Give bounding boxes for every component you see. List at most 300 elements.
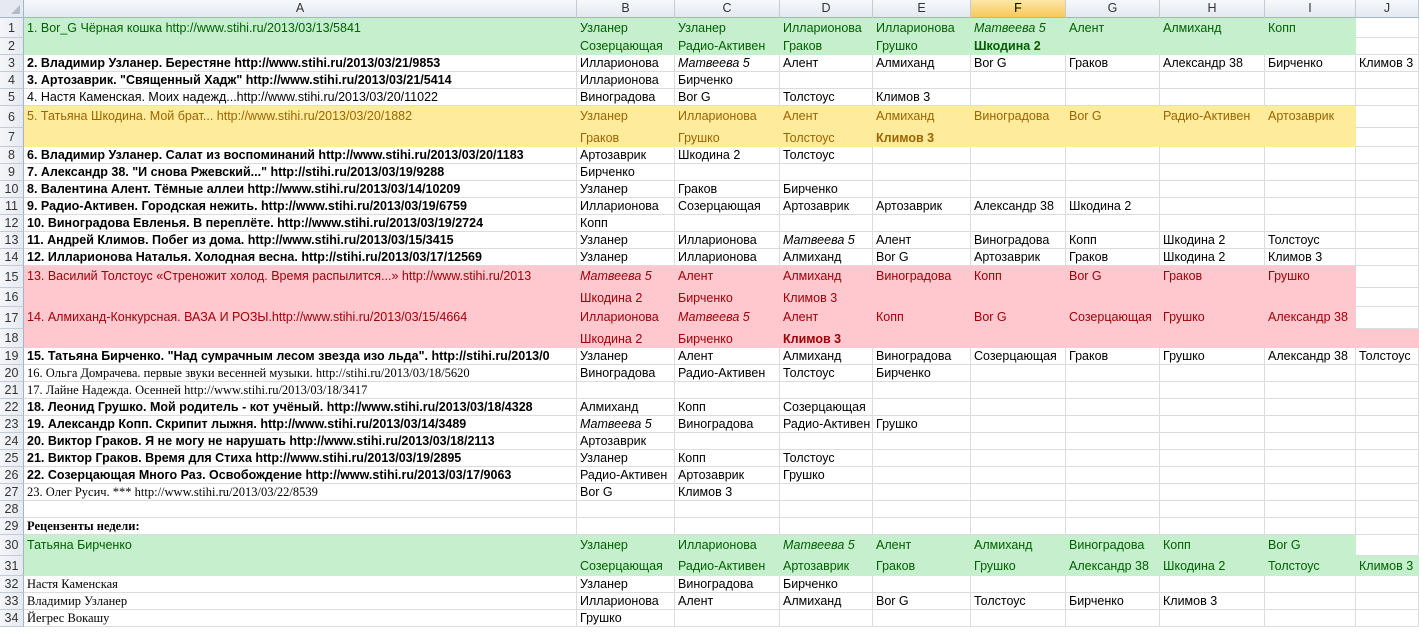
cell-b28[interactable]	[577, 501, 675, 518]
cell-c16[interactable]	[675, 288, 780, 307]
cell-j4[interactable]	[1356, 72, 1419, 89]
cell-f24[interactable]	[971, 433, 1066, 450]
cell-g12[interactable]	[1066, 215, 1160, 232]
cell-j19[interactable]	[1356, 348, 1419, 365]
cell-c20[interactable]	[675, 365, 780, 382]
row-header-3[interactable]: 3	[0, 55, 24, 72]
cell-j32[interactable]	[1356, 576, 1419, 593]
cell-i17[interactable]	[1265, 307, 1356, 329]
cell-e10[interactable]	[873, 181, 971, 198]
cell-b25[interactable]	[577, 450, 675, 467]
cell-h28[interactable]	[1160, 501, 1265, 518]
cell-b12[interactable]	[577, 215, 675, 232]
cell-g25[interactable]	[1066, 450, 1160, 467]
row-header-11[interactable]: 11	[0, 198, 24, 215]
cell-f6[interactable]	[971, 106, 1066, 128]
row-header-26[interactable]: 26	[0, 467, 24, 484]
row-header-16[interactable]: 16	[0, 288, 24, 307]
cell-g31[interactable]	[1066, 556, 1160, 576]
cell-h23[interactable]	[1160, 416, 1265, 433]
cell-g32[interactable]	[1066, 576, 1160, 593]
cell-e13[interactable]	[873, 232, 971, 249]
cell-b10[interactable]	[577, 181, 675, 198]
cell-e23[interactable]	[873, 416, 971, 433]
cell-i2[interactable]	[1265, 38, 1356, 55]
cell-c13[interactable]	[675, 232, 780, 249]
cell-c33[interactable]	[675, 593, 780, 610]
cell-i10[interactable]	[1265, 181, 1356, 198]
cell-f3[interactable]	[971, 55, 1066, 72]
cell-a24[interactable]	[24, 433, 577, 450]
cell-e25[interactable]	[873, 450, 971, 467]
cell-e28[interactable]	[873, 501, 971, 518]
cell-e1[interactable]	[873, 18, 971, 38]
cell-j13[interactable]	[1356, 232, 1419, 249]
cell-h3[interactable]	[1160, 55, 1265, 72]
select-all-corner[interactable]	[0, 0, 24, 18]
cell-e18[interactable]	[873, 329, 971, 348]
cell-c21[interactable]	[675, 382, 780, 399]
cell-b7[interactable]	[577, 128, 675, 147]
cell-f9[interactable]	[971, 164, 1066, 181]
cell-c3[interactable]	[675, 55, 780, 72]
cell-a21[interactable]	[24, 382, 577, 399]
cell-h26[interactable]	[1160, 467, 1265, 484]
cell-b19[interactable]	[577, 348, 675, 365]
cell-j7[interactable]	[1356, 128, 1419, 147]
cell-d27[interactable]	[780, 484, 873, 501]
cell-e21[interactable]	[873, 382, 971, 399]
cell-b32[interactable]	[577, 576, 675, 593]
cell-a11[interactable]	[24, 198, 577, 215]
cell-a1[interactable]	[24, 18, 577, 38]
cell-i16[interactable]	[1265, 288, 1356, 307]
cell-j8[interactable]	[1356, 147, 1419, 164]
cell-a4[interactable]	[24, 72, 577, 89]
cell-i27[interactable]	[1265, 484, 1356, 501]
cell-d13[interactable]	[780, 232, 873, 249]
cell-a27[interactable]	[24, 484, 577, 501]
cell-g2[interactable]	[1066, 38, 1160, 55]
cell-a15[interactable]	[24, 266, 577, 288]
cell-e8[interactable]	[873, 147, 971, 164]
cell-i29[interactable]	[1265, 518, 1356, 535]
cell-c19[interactable]	[675, 348, 780, 365]
cell-f26[interactable]	[971, 467, 1066, 484]
cell-i1[interactable]	[1265, 18, 1356, 38]
row-header-9[interactable]: 9	[0, 164, 24, 181]
row-header-10[interactable]: 10	[0, 181, 24, 198]
cell-i28[interactable]	[1265, 501, 1356, 518]
cell-a2[interactable]	[24, 38, 577, 55]
cell-h20[interactable]	[1160, 365, 1265, 382]
cell-f5[interactable]	[971, 89, 1066, 106]
cell-g19[interactable]	[1066, 348, 1160, 365]
cell-h31[interactable]	[1160, 556, 1265, 576]
cell-j15[interactable]	[1356, 266, 1419, 288]
cell-h8[interactable]	[1160, 147, 1265, 164]
column-header-j[interactable]: J	[1356, 0, 1419, 18]
cell-j12[interactable]	[1356, 215, 1419, 232]
cell-c28[interactable]	[675, 501, 780, 518]
cell-j17[interactable]	[1356, 307, 1419, 329]
row-header-8[interactable]: 8	[0, 147, 24, 164]
cell-a5[interactable]	[24, 89, 577, 106]
cell-e26[interactable]	[873, 467, 971, 484]
row-header-14[interactable]: 14	[0, 249, 24, 266]
cell-b33[interactable]	[577, 593, 675, 610]
cell-h29[interactable]	[1160, 518, 1265, 535]
cell-c1[interactable]	[675, 18, 780, 38]
cell-j9[interactable]	[1356, 164, 1419, 181]
cell-a7[interactable]	[24, 128, 577, 147]
cell-d30[interactable]	[780, 535, 873, 556]
cell-b1[interactable]	[577, 18, 675, 38]
cell-f27[interactable]	[971, 484, 1066, 501]
cell-h17[interactable]	[1160, 307, 1265, 329]
cell-j1[interactable]	[1356, 18, 1419, 38]
cell-j2[interactable]	[1356, 38, 1419, 55]
cell-c4[interactable]	[675, 72, 780, 89]
cell-j25[interactable]	[1356, 450, 1419, 467]
cell-a34[interactable]	[24, 610, 577, 627]
cell-c10[interactable]	[675, 181, 780, 198]
cell-g27[interactable]	[1066, 484, 1160, 501]
cell-i31[interactable]	[1265, 556, 1356, 576]
cell-f2[interactable]	[971, 38, 1066, 55]
cell-c12[interactable]	[675, 215, 780, 232]
row-header-4[interactable]: 4	[0, 72, 24, 89]
cell-a14[interactable]	[24, 249, 577, 266]
cell-j16[interactable]	[1356, 288, 1419, 307]
cell-h34[interactable]	[1160, 610, 1265, 627]
cell-b16[interactable]	[577, 288, 675, 307]
cell-h10[interactable]	[1160, 181, 1265, 198]
row-header-21[interactable]: 21	[0, 382, 24, 399]
cell-b20[interactable]	[577, 365, 675, 382]
cell-b27[interactable]	[577, 484, 675, 501]
row-header-13[interactable]: 13	[0, 232, 24, 249]
cell-g18[interactable]	[1066, 329, 1160, 348]
cell-g29[interactable]	[1066, 518, 1160, 535]
cell-d8[interactable]	[780, 147, 873, 164]
cell-f12[interactable]	[971, 215, 1066, 232]
cell-d19[interactable]	[780, 348, 873, 365]
cell-i32[interactable]	[1265, 576, 1356, 593]
cell-j11[interactable]	[1356, 198, 1419, 215]
cell-f20[interactable]	[971, 365, 1066, 382]
row-header-24[interactable]: 24	[0, 433, 24, 450]
cell-i9[interactable]	[1265, 164, 1356, 181]
cell-d16[interactable]	[780, 288, 873, 307]
cell-h22[interactable]	[1160, 399, 1265, 416]
cell-a32[interactable]	[24, 576, 577, 593]
cell-h27[interactable]	[1160, 484, 1265, 501]
column-header-e[interactable]: E	[873, 0, 971, 18]
cell-c14[interactable]	[675, 249, 780, 266]
cell-e9[interactable]	[873, 164, 971, 181]
cell-g5[interactable]	[1066, 89, 1160, 106]
row-header-28[interactable]: 28	[0, 501, 24, 518]
cell-c17[interactable]	[675, 307, 780, 329]
cell-h9[interactable]	[1160, 164, 1265, 181]
cell-a25[interactable]	[24, 450, 577, 467]
cell-e16[interactable]	[873, 288, 971, 307]
cell-h30[interactable]	[1160, 535, 1265, 556]
cell-d23[interactable]	[780, 416, 873, 433]
cell-b18[interactable]	[577, 329, 675, 348]
cell-h15[interactable]	[1160, 266, 1265, 288]
cell-b15[interactable]	[577, 266, 675, 288]
cell-b13[interactable]	[577, 232, 675, 249]
cell-b30[interactable]	[577, 535, 675, 556]
cell-f1[interactable]	[971, 18, 1066, 38]
cell-f28[interactable]	[971, 501, 1066, 518]
cell-e14[interactable]	[873, 249, 971, 266]
cell-e31[interactable]	[873, 556, 971, 576]
cell-c11[interactable]	[675, 198, 780, 215]
cell-h16[interactable]	[1160, 288, 1265, 307]
cell-d3[interactable]	[780, 55, 873, 72]
cell-g4[interactable]	[1066, 72, 1160, 89]
column-header-g[interactable]: G	[1066, 0, 1160, 18]
cell-e2[interactable]	[873, 38, 971, 55]
cell-e3[interactable]	[873, 55, 971, 72]
cell-g26[interactable]	[1066, 467, 1160, 484]
cell-a33[interactable]	[24, 593, 577, 610]
row-header-5[interactable]: 5	[0, 89, 24, 106]
cell-d24[interactable]	[780, 433, 873, 450]
cell-b4[interactable]	[577, 72, 675, 89]
cell-j23[interactable]	[1356, 416, 1419, 433]
cell-d11[interactable]	[780, 198, 873, 215]
cell-f29[interactable]	[971, 518, 1066, 535]
cell-c6[interactable]	[675, 106, 780, 128]
cell-a23[interactable]	[24, 416, 577, 433]
cell-a8[interactable]	[24, 147, 577, 164]
cell-i12[interactable]	[1265, 215, 1356, 232]
cell-g28[interactable]	[1066, 501, 1160, 518]
cell-e11[interactable]	[873, 198, 971, 215]
cell-b5[interactable]	[577, 89, 675, 106]
cell-c23[interactable]	[675, 416, 780, 433]
cell-f30[interactable]	[971, 535, 1066, 556]
cell-i19[interactable]	[1265, 348, 1356, 365]
cell-j21[interactable]	[1356, 382, 1419, 399]
cell-e33[interactable]	[873, 593, 971, 610]
cell-a10[interactable]	[24, 181, 577, 198]
cell-h11[interactable]	[1160, 198, 1265, 215]
cell-g8[interactable]	[1066, 147, 1160, 164]
cell-e34[interactable]	[873, 610, 971, 627]
cell-e12[interactable]	[873, 215, 971, 232]
cell-d6[interactable]	[780, 106, 873, 128]
cell-d22[interactable]	[780, 399, 873, 416]
cell-g1[interactable]	[1066, 18, 1160, 38]
column-header-a[interactable]: A	[24, 0, 577, 18]
column-header-f[interactable]: F	[971, 0, 1066, 18]
row-header-18[interactable]: 18	[0, 329, 24, 348]
cell-a28[interactable]	[24, 501, 577, 518]
cell-f4[interactable]	[971, 72, 1066, 89]
cell-b17[interactable]	[577, 307, 675, 329]
cell-h19[interactable]	[1160, 348, 1265, 365]
cell-c32[interactable]	[675, 576, 780, 593]
cell-i20[interactable]	[1265, 365, 1356, 382]
cell-g34[interactable]	[1066, 610, 1160, 627]
cell-h5[interactable]	[1160, 89, 1265, 106]
cell-f33[interactable]	[971, 593, 1066, 610]
row-header-31[interactable]: 31	[0, 556, 24, 576]
cell-a18[interactable]	[24, 329, 577, 348]
cell-c29[interactable]	[675, 518, 780, 535]
cell-j30[interactable]	[1356, 535, 1419, 556]
cell-h24[interactable]	[1160, 433, 1265, 450]
cell-d20[interactable]	[780, 365, 873, 382]
cell-b24[interactable]	[577, 433, 675, 450]
cell-h12[interactable]	[1160, 215, 1265, 232]
row-header-34[interactable]: 34	[0, 610, 24, 627]
row-header-6[interactable]: 6	[0, 106, 24, 128]
cell-f32[interactable]	[971, 576, 1066, 593]
cell-e30[interactable]	[873, 535, 971, 556]
cell-g11[interactable]	[1066, 198, 1160, 215]
cell-d18[interactable]	[780, 329, 873, 348]
cell-b11[interactable]	[577, 198, 675, 215]
cell-g24[interactable]	[1066, 433, 1160, 450]
cell-j24[interactable]	[1356, 433, 1419, 450]
cell-c31[interactable]	[675, 556, 780, 576]
row-header-15[interactable]: 15	[0, 266, 24, 288]
cell-h6[interactable]	[1160, 106, 1265, 128]
cell-a22[interactable]	[24, 399, 577, 416]
cell-b31[interactable]	[577, 556, 675, 576]
cell-i25[interactable]	[1265, 450, 1356, 467]
cell-d4[interactable]	[780, 72, 873, 89]
cell-j33[interactable]	[1356, 593, 1419, 610]
cell-a29[interactable]	[24, 518, 577, 535]
cell-f7[interactable]	[971, 128, 1066, 147]
cell-g23[interactable]	[1066, 416, 1160, 433]
cell-j5[interactable]	[1356, 89, 1419, 106]
cell-h7[interactable]	[1160, 128, 1265, 147]
cell-g14[interactable]	[1066, 249, 1160, 266]
cell-j10[interactable]	[1356, 181, 1419, 198]
cell-d17[interactable]	[780, 307, 873, 329]
cell-a9[interactable]	[24, 164, 577, 181]
row-header-7[interactable]: 7	[0, 128, 24, 147]
row-header-23[interactable]: 23	[0, 416, 24, 433]
cell-e5[interactable]	[873, 89, 971, 106]
cell-f19[interactable]	[971, 348, 1066, 365]
cell-c15[interactable]	[675, 266, 780, 288]
cell-f16[interactable]	[971, 288, 1066, 307]
cell-d7[interactable]	[780, 128, 873, 147]
cell-b26[interactable]	[577, 467, 675, 484]
cell-g16[interactable]	[1066, 288, 1160, 307]
cell-g15[interactable]	[1066, 266, 1160, 288]
column-header-d[interactable]: D	[780, 0, 873, 18]
column-header-b[interactable]: B	[577, 0, 675, 18]
cell-c25[interactable]	[675, 450, 780, 467]
cell-d26[interactable]	[780, 467, 873, 484]
cell-i24[interactable]	[1265, 433, 1356, 450]
column-header-c[interactable]: C	[675, 0, 780, 18]
cell-i18[interactable]	[1265, 329, 1356, 348]
cell-c30[interactable]	[675, 535, 780, 556]
cell-g3[interactable]	[1066, 55, 1160, 72]
cell-a17[interactable]	[24, 307, 577, 329]
cell-b23[interactable]	[577, 416, 675, 433]
cell-e32[interactable]	[873, 576, 971, 593]
cell-a19[interactable]	[24, 348, 577, 365]
cell-g17[interactable]	[1066, 307, 1160, 329]
cell-i14[interactable]	[1265, 249, 1356, 266]
cell-c26[interactable]	[675, 467, 780, 484]
cell-d10[interactable]	[780, 181, 873, 198]
cell-e24[interactable]	[873, 433, 971, 450]
cell-j34[interactable]	[1356, 610, 1419, 627]
cell-c34[interactable]	[675, 610, 780, 627]
cell-d12[interactable]	[780, 215, 873, 232]
cell-i21[interactable]	[1265, 382, 1356, 399]
cell-c22[interactable]	[675, 399, 780, 416]
cell-f15[interactable]	[971, 266, 1066, 288]
row-header-1[interactable]: 1	[0, 18, 24, 38]
cell-g20[interactable]	[1066, 365, 1160, 382]
cell-i33[interactable]	[1265, 593, 1356, 610]
cell-h21[interactable]	[1160, 382, 1265, 399]
cell-f11[interactable]	[971, 198, 1066, 215]
cell-b21[interactable]	[577, 382, 675, 399]
cell-e17[interactable]	[873, 307, 971, 329]
cell-j20[interactable]	[1356, 365, 1419, 382]
cell-a30[interactable]	[24, 535, 577, 556]
cell-b8[interactable]	[577, 147, 675, 164]
cell-d15[interactable]	[780, 266, 873, 288]
cell-e22[interactable]	[873, 399, 971, 416]
cell-g22[interactable]	[1066, 399, 1160, 416]
cell-d1[interactable]	[780, 18, 873, 38]
cell-d2[interactable]	[780, 38, 873, 55]
cell-h1[interactable]	[1160, 18, 1265, 38]
cell-g6[interactable]	[1066, 106, 1160, 128]
cell-g13[interactable]	[1066, 232, 1160, 249]
cell-f8[interactable]	[971, 147, 1066, 164]
cell-h32[interactable]	[1160, 576, 1265, 593]
cell-h13[interactable]	[1160, 232, 1265, 249]
cell-f25[interactable]	[971, 450, 1066, 467]
cell-i8[interactable]	[1265, 147, 1356, 164]
cell-c24[interactable]	[675, 433, 780, 450]
cell-h33[interactable]	[1160, 593, 1265, 610]
row-header-33[interactable]: 33	[0, 593, 24, 610]
row-header-30[interactable]: 30	[0, 535, 24, 556]
cell-f18[interactable]	[971, 329, 1066, 348]
cell-d29[interactable]	[780, 518, 873, 535]
cell-d32[interactable]	[780, 576, 873, 593]
row-header-19[interactable]: 19	[0, 348, 24, 365]
cell-d34[interactable]	[780, 610, 873, 627]
row-header-27[interactable]: 27	[0, 484, 24, 501]
cell-b9[interactable]	[577, 164, 675, 181]
cell-b34[interactable]	[577, 610, 675, 627]
cell-b29[interactable]	[577, 518, 675, 535]
cell-d25[interactable]	[780, 450, 873, 467]
row-header-29[interactable]: 29	[0, 518, 24, 535]
cell-a16[interactable]	[24, 288, 577, 307]
cell-b14[interactable]	[577, 249, 675, 266]
